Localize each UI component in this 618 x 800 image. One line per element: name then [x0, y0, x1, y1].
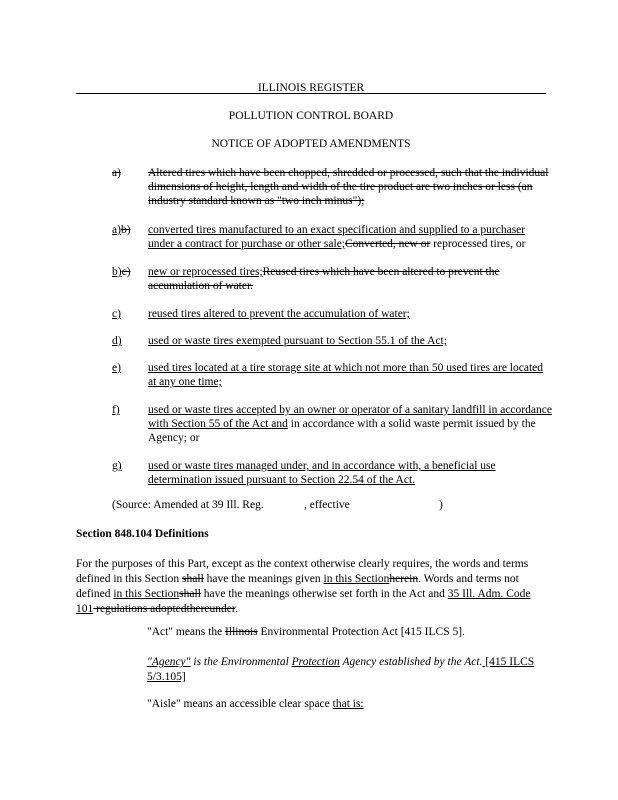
item-label: a)b) [112, 224, 131, 236]
source-close: ) [439, 499, 443, 511]
item-text: new or reprocessed tires;Reused tires which have been altered to prevent the accumulation of water. [148, 266, 500, 292]
item-text: used tires located at a tire storage site at which not more than 50 used tires are located at any one time; [148, 362, 544, 388]
item-text: used or waste tires accepted by an owner or operator of a sanitary landfill in accordance with Section 55 of the Act and in accordance with a solid waste permit issued by the Agency; or [148, 404, 552, 444]
item-text: converted tires manufactured to an exact specification and supplied to a purchaser under a contract for purchase or other sale;Converted, new or reprocessed tires, or [148, 224, 526, 250]
item-label: c) [112, 308, 121, 320]
item-label: f) [112, 404, 120, 416]
item-label: b)c) [112, 266, 131, 278]
definition-aisle: "Aisle" means an accessible clear space that is: [147, 698, 364, 710]
definition-act: "Act" means the Illinois Environmental Protection Act [415 ILCS 5]. [147, 626, 465, 638]
item-text: used or waste tires managed under, and in accordance with, a beneficial use determination issued pursuant to Section 22.54 of the Act. [148, 460, 496, 486]
definition-agency: "Agency" is the Environmental Protection Agency established by the Act. [415 ILCS 5/3.105] [147, 656, 535, 683]
register-header: ILLINOIS REGISTER [257, 82, 365, 94]
item-label: d) [112, 335, 122, 347]
source-note [112, 499, 552, 511]
item-text: used or waste tires exempted pursuant to Section 55.1 of the Act; [148, 335, 447, 347]
item-label: a) [112, 167, 121, 179]
item-text: Altered tires which have been chopped, shredded or processed, such that the individual dimensions of height, length and width of the tire product are two inches or less (an industry standard known as "two inch minus"); [148, 167, 549, 207]
source-prefix: (Source: Amended at 39 Ill. Reg. [112, 499, 264, 511]
section-heading: Section 848.104 Definitions [76, 528, 209, 540]
source-effective: , effective [304, 499, 350, 511]
notice-header: NOTICE OF ADOPTED AMENDMENTS [211, 138, 411, 150]
item-label: g) [112, 460, 122, 472]
item-label: e) [112, 362, 121, 374]
item-text: reused tires altered to prevent the accumulation of water; [148, 308, 410, 320]
board-header: POLLUTION CONTROL BOARD [228, 110, 394, 122]
intro-paragraph: For the purposes of this Part, except as the context otherwise clearly requires, the words and terms defined in this Section shall have the meanings given in this Sectionherein. Words and terms not defined in this Sectionshall have the meanings otherwise set forth in the Act and 35 Ill. Adm. Code 101 regulations adoptedthereunder. [76, 558, 531, 615]
header-rule [76, 93, 546, 94]
